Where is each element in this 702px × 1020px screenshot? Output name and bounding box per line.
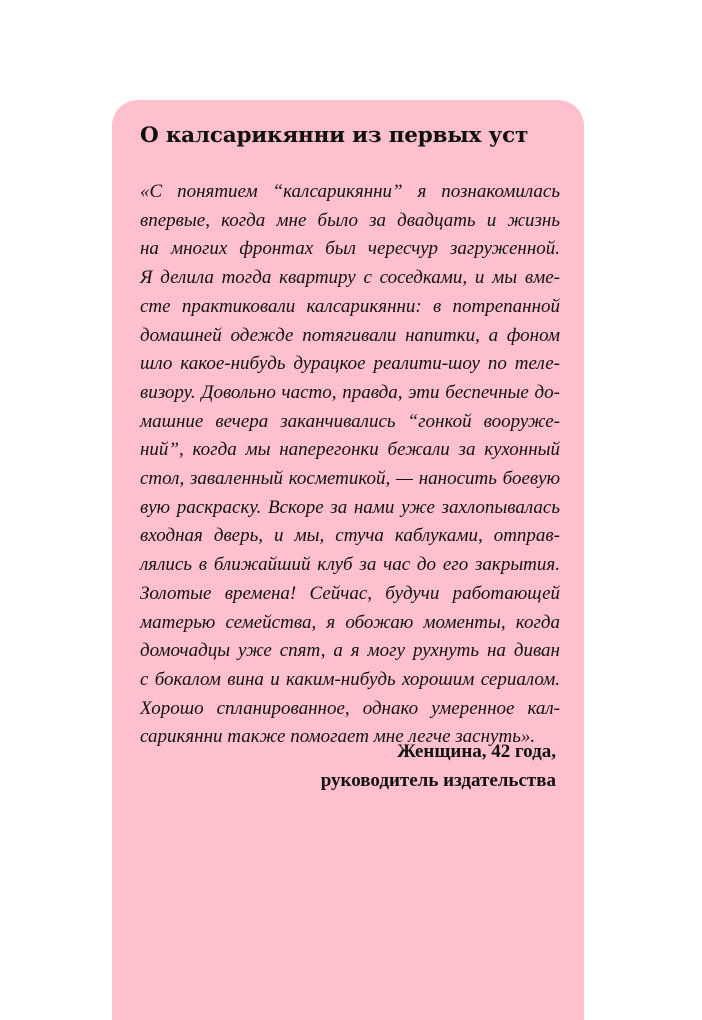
quote-line: машние вечера заканчивались “гонкой вооруже- xyxy=(140,410,560,432)
quote-line: домочадцы уже спят, а я могу рухнуть на диван xyxy=(140,640,560,662)
quote-line: визору. Довольно часто, правда, эти беспечные до- xyxy=(140,381,560,403)
attribution-role: руководитель издательства xyxy=(320,770,556,791)
quote-line: Золотые времена! Сейчас, будучи работающей xyxy=(140,582,560,604)
quote-line: шло какое-нибудь дурацкое реалити-шоу по теле- xyxy=(140,353,560,375)
quote-line: впервые, когда мне было за двадцать и жизнь xyxy=(140,209,560,231)
quote-line: домашней одежде потягивали напитки, а фоном xyxy=(140,324,560,346)
sidebar-title: О калсарикянни из первых уст xyxy=(140,123,529,148)
quote-attribution xyxy=(321,737,556,795)
quote-line: входная дверь, и мы, стуча каблуками, отправ- xyxy=(140,525,560,547)
quote-line: ний”, когда мы наперегонки бежали за кухонный xyxy=(140,439,560,461)
quote-line: лялись в ближайший клуб за час до его закрытия. xyxy=(140,554,560,576)
quote-text xyxy=(140,178,560,752)
quote-line: Хорошо спланированное, однако умеренное кал- xyxy=(140,697,560,719)
quote-line: матерью семейства, я обожаю моменты, когда xyxy=(140,611,560,633)
quote-line: сарикянни также помогает мне легче заснуть». xyxy=(140,726,536,748)
quote-line: «С понятием “калсарикянни” я познакомилась xyxy=(140,181,560,202)
quote-line: с бокалом вина и каким-нибудь хорошим сериалом. xyxy=(140,668,560,690)
attribution-person: Женщина, 42 года, xyxy=(397,741,556,762)
quote-line: на многих фронтах был чересчур загруженной. xyxy=(140,238,560,260)
quote-line: стол, заваленный косметикой, — наносить боевую xyxy=(140,468,560,490)
quote-line: Я делила тогда квартиру с соседками, и мы вме- xyxy=(140,267,560,289)
quote-line: вую раскраску. Вскоре за нами уже захлопывалась xyxy=(140,496,560,518)
quote-line: сте практиковали калсарикянни: в потрепанной xyxy=(140,295,560,317)
